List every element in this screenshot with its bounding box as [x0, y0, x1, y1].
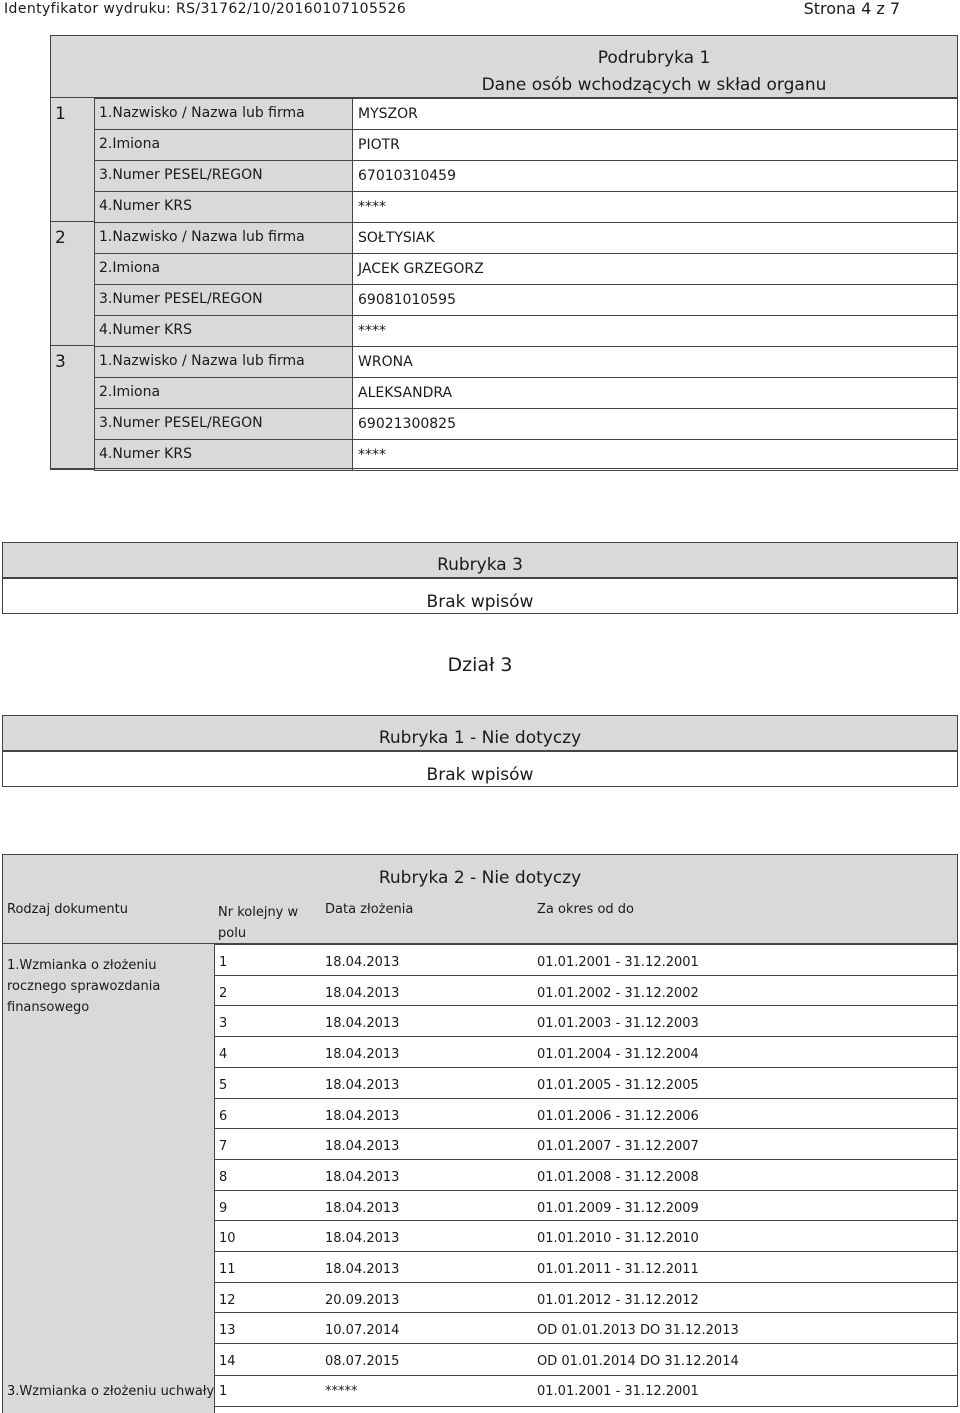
row-date: 18.04.2013	[325, 1047, 400, 1062]
row-period: 01.01.2006 - 31.12.2006	[537, 1109, 699, 1124]
row-nr: 7	[219, 1139, 228, 1154]
field-value-cell	[352, 315, 958, 347]
field-label: 3.Numer PESEL/REGON	[99, 167, 263, 183]
field-value-cell	[352, 377, 958, 409]
row-period: 01.01.2009 - 31.12.2009	[537, 1201, 699, 1216]
field-value-cell	[352, 408, 958, 440]
row3-date: *****	[325, 1384, 358, 1399]
field-value-cell	[352, 346, 958, 378]
subsection-title: Podrubryka 1	[597, 48, 711, 68]
row-nr: 9	[219, 1201, 228, 1216]
field-value: MYSZOR	[358, 106, 418, 122]
field-label-cell	[94, 346, 353, 378]
row-rule	[215, 1251, 958, 1252]
print-identifier: Identyfikator wydruku: RS/31762/10/20160107105526	[4, 1, 407, 17]
field-label-cell	[94, 160, 353, 192]
person-number-cell	[50, 98, 95, 222]
field-label: 1.Nazwisko / Nazwa lub firma	[99, 353, 305, 369]
subsection-subtitle: Dane osób wchodzących w skład organu	[481, 75, 827, 95]
row-date: 10.07.2014	[325, 1323, 400, 1338]
field-label-cell	[94, 129, 353, 161]
field-value-cell	[352, 98, 958, 130]
row-date: 18.04.2013	[325, 1109, 400, 1124]
row-rule	[215, 1220, 958, 1221]
field-label-cell	[94, 377, 353, 409]
doc-type-3: 3.Wzmianka o złożeniu uchwały	[7, 1384, 215, 1399]
column-rule	[957, 944, 958, 1406]
field-value: 69021300825	[358, 416, 456, 432]
field-label-cell	[94, 191, 353, 223]
field-label-cell	[94, 315, 353, 347]
field-value: ALEKSANDRA	[358, 385, 453, 401]
field-label: 2.Imiona	[99, 260, 161, 276]
field-label: 2.Imiona	[99, 136, 161, 152]
col-nr: Nr kolejny w polu	[218, 905, 299, 941]
field-value: ****	[358, 447, 386, 463]
row3-period: 01.01.2001 - 31.12.2001	[537, 1384, 699, 1399]
row-rule	[215, 1036, 958, 1037]
field-label-cell	[94, 439, 353, 471]
field-label-cell	[94, 222, 353, 254]
row-period: 01.01.2004 - 31.12.2004	[537, 1047, 699, 1062]
field-value: PIOTR	[358, 137, 400, 153]
row-date: 18.04.2013	[325, 1201, 400, 1216]
field-label: 2.Imiona	[99, 384, 161, 400]
row-rule	[215, 975, 958, 976]
field-label-cell	[94, 98, 353, 130]
field-label: 4.Numer KRS	[99, 446, 192, 462]
field-label: 1.Nazwisko / Nazwa lub firma	[99, 229, 305, 245]
field-value-cell	[352, 222, 958, 254]
rubryka1-body	[2, 751, 958, 787]
row-nr: 1	[219, 955, 228, 970]
field-value: JACEK GRZEGORZ	[358, 261, 484, 277]
page-number: Strona 4 z 7	[803, 0, 900, 18]
row-nr: 10	[219, 1231, 236, 1246]
field-label: 3.Numer PESEL/REGON	[99, 415, 263, 431]
row-period: 01.01.2001 - 31.12.2001	[537, 955, 699, 970]
row-rule	[215, 1190, 958, 1191]
row-rule	[215, 1159, 958, 1160]
row-nr: 3	[219, 1016, 228, 1031]
person-number-cell	[50, 346, 95, 470]
row-period: 01.01.2002 - 31.12.2002	[537, 986, 699, 1001]
field-label: 3.Numer PESEL/REGON	[99, 291, 263, 307]
row-rule	[215, 1128, 958, 1129]
row-period: 01.01.2007 - 31.12.2007	[537, 1139, 699, 1154]
person-number: 3	[55, 352, 66, 372]
row-nr: 6	[219, 1109, 228, 1124]
row-nr: 11	[219, 1262, 236, 1277]
row-date: 18.04.2013	[325, 1139, 400, 1154]
row-rule	[215, 1406, 958, 1407]
field-value-cell	[352, 160, 958, 192]
person-number: 2	[55, 228, 66, 248]
row-date: 18.04.2013	[325, 1078, 400, 1093]
person-number: 1	[55, 104, 66, 124]
rubryka1-empty: Brak wpisów	[426, 765, 534, 785]
row-date: 18.04.2013	[325, 1231, 400, 1246]
col-period: Za okres od do	[537, 902, 634, 917]
row-nr: 4	[219, 1047, 228, 1062]
person-number-cell	[50, 222, 95, 346]
row3-nr: 1	[219, 1384, 228, 1399]
row-rule	[215, 1343, 958, 1344]
row-rule	[215, 1282, 958, 1283]
field-value: 67010310459	[358, 168, 456, 184]
rubryka3-body	[2, 578, 958, 614]
row-date: 18.04.2013	[325, 955, 400, 970]
field-label: 4.Numer KRS	[99, 198, 192, 214]
field-value-cell	[352, 284, 958, 316]
dzial3-title: Dział 3	[447, 654, 513, 676]
field-value: ****	[358, 323, 386, 339]
row-date: 18.04.2013	[325, 1262, 400, 1277]
row-period: 01.01.2003 - 31.12.2003	[537, 1016, 699, 1031]
rubryka2-title: Rubryka 2 - Nie dotyczy	[378, 868, 582, 888]
row-date: 18.04.2013	[325, 1170, 400, 1185]
table-bottom-rule	[50, 468, 958, 469]
row-date: 18.04.2013	[325, 1016, 400, 1031]
rubryka2-header	[2, 854, 958, 891]
field-value-cell	[352, 191, 958, 223]
subsection-header	[50, 35, 958, 98]
field-value-cell	[352, 129, 958, 161]
col-date: Data złożenia	[325, 902, 414, 917]
row-rule	[215, 1375, 958, 1376]
row-nr: 5	[219, 1078, 228, 1093]
rubryka1-title: Rubryka 1 - Nie dotyczy	[378, 728, 582, 748]
subsection-block	[50, 35, 958, 473]
field-value-cell	[352, 439, 958, 471]
row-rule	[215, 1098, 958, 1099]
field-value: SOŁTYSIAK	[358, 230, 435, 246]
row-period: 01.01.2012 - 31.12.2012	[537, 1293, 699, 1308]
field-value: ****	[358, 199, 386, 215]
field-value-cell	[352, 253, 958, 285]
row-period: OD 01.01.2013 DO 31.12.2013	[537, 1323, 739, 1338]
rubryka3-empty: Brak wpisów	[426, 592, 534, 612]
row-rule	[215, 1005, 958, 1006]
row-rule	[215, 944, 958, 945]
field-label-cell	[94, 284, 353, 316]
row-nr: 14	[219, 1354, 236, 1369]
row-date: 18.04.2013	[325, 986, 400, 1001]
rubryka2-colhead	[2, 890, 958, 944]
row-period: 01.01.2010 - 31.12.2010	[537, 1231, 699, 1246]
row-rule	[215, 1067, 958, 1068]
col-doc-type: Rodzaj dokumentu	[7, 902, 128, 917]
row-date: 20.09.2013	[325, 1293, 400, 1308]
field-label: 1.Nazwisko / Nazwa lub firma	[99, 105, 305, 121]
row-rule	[215, 1312, 958, 1313]
field-label-cell	[94, 253, 353, 285]
rubryka3-header	[2, 542, 958, 578]
row-period: 01.01.2008 - 31.12.2008	[537, 1170, 699, 1185]
field-label: 4.Numer KRS	[99, 322, 192, 338]
field-label-cell	[94, 408, 353, 440]
row-nr: 2	[219, 986, 228, 1001]
field-value: 69081010595	[358, 292, 456, 308]
row-nr: 13	[219, 1323, 236, 1338]
row-period: 01.01.2011 - 31.12.2011	[537, 1262, 699, 1277]
rubryka3-title: Rubryka 3	[437, 555, 523, 575]
row-date: 08.07.2015	[325, 1354, 400, 1369]
rubryka1-header	[2, 715, 958, 751]
row-nr: 12	[219, 1293, 236, 1308]
doc-type-1: 1.Wzmianka o złożeniu rocznego sprawozdania finansowego	[7, 958, 161, 1015]
row-period: 01.01.2005 - 31.12.2005	[537, 1078, 699, 1093]
field-value: WRONA	[358, 354, 413, 370]
row-nr: 8	[219, 1170, 228, 1185]
row-period: OD 01.01.2014 DO 31.12.2014	[537, 1354, 739, 1369]
